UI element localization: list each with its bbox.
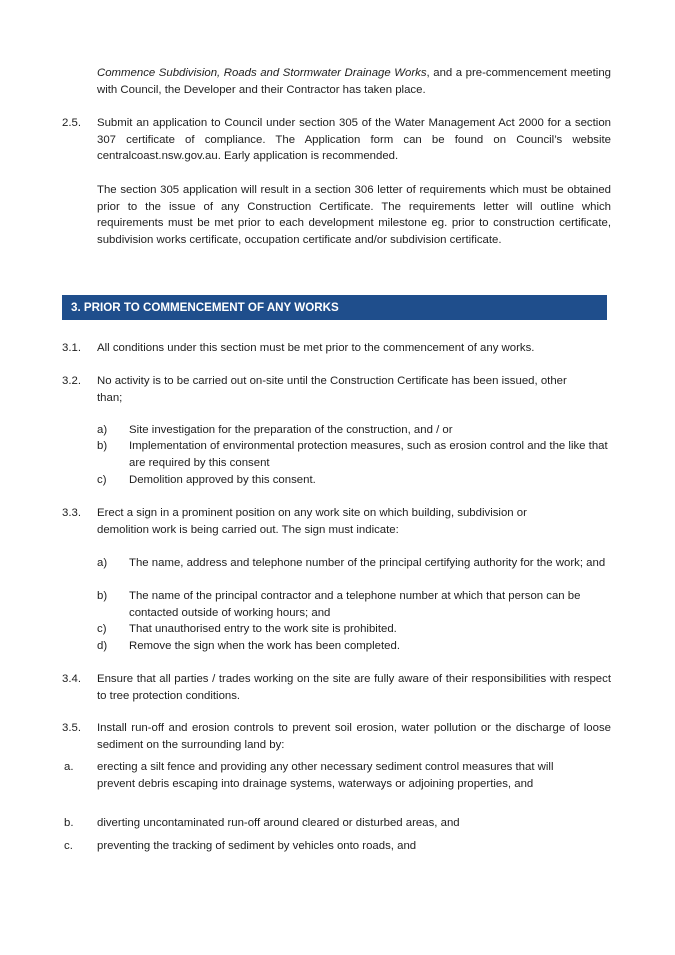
item-3-3-sub-letter: d) <box>97 640 108 652</box>
item-3-2-sub-text: Implementation of environmental protection measures, such as erosion control and the like that are required by this consent <box>129 440 608 469</box>
section-heading-banner: 3. PRIOR TO COMMENCEMENT OF ANY WORKS <box>62 295 607 320</box>
item-3-5-sub-text: diverting uncontaminated run-off around cleared or disturbed areas, and <box>97 817 460 829</box>
item-3-1-text: All conditions under this section must be met prior to the commencement of any works. <box>97 342 535 354</box>
item-number-3-2: 3.2. <box>62 375 81 387</box>
item-number-3-1: 3.1. <box>62 342 81 354</box>
intro-rest-text: , and a pre-commencement meeting with Council, the Developer and their Contractor has taken place. <box>97 67 611 96</box>
item-number-2-5: 2.5. <box>62 117 81 129</box>
item-3-3-sub-letter: a) <box>97 557 108 569</box>
item-3-3-sub-text: Remove the sign when the work has been completed. <box>129 640 401 652</box>
item-3-2-sub-letter: b) <box>97 440 108 452</box>
item-3-5-sub-letter: b. <box>64 817 74 829</box>
item-2-5-paragraph-1: Submit an application to Council under section 305 of the Water Management Act 2000 for a section 307 certificate of compliance. The Application form can be found on Council’s website centralcoast.nsw.gov.au. Early application is recommended. <box>97 117 611 163</box>
item-3-5-sub-letter: a. <box>64 761 74 773</box>
item-3-2-sub-letter: c) <box>97 474 107 486</box>
item-3-5-text: Install run-off and erosion controls to prevent soil erosion, water pollution or the discharge of loose sediment on the surrounding land by: <box>97 722 611 751</box>
item-3-2-sub-text: Demolition approved by this consent. <box>129 474 316 486</box>
item-number-3-3: 3.3. <box>62 507 81 519</box>
item-3-4-text: Ensure that all parties / trades working on the site are fully aware of their responsibilities with respect to tree protection conditions. <box>97 673 611 702</box>
item-3-2-text: No activity is to be carried out on-site until the Construction Certificate has been issued, other than; <box>97 375 567 404</box>
item-3-3-sub-letter: c) <box>97 623 107 635</box>
item-3-3-sub-text: The name of the principal contractor and a telephone number at which that person can be contacted outside of working hours; and <box>129 590 581 619</box>
item-3-2-sub-text: Site investigation for the preparation of the construction, and / or <box>129 424 453 436</box>
item-3-3-sub-text: That unauthorised entry to the work site is prohibited. <box>129 623 397 635</box>
item-3-2-sub-letter: a) <box>97 424 108 436</box>
intro-paragraph <box>97 65 611 98</box>
item-number-3-5: 3.5. <box>62 722 81 734</box>
item-3-3-sub-letter: b) <box>97 590 108 602</box>
item-number-3-4: 3.4. <box>62 673 81 685</box>
item-3-5-sub-text: preventing the tracking of sediment by vehicles onto roads, and <box>97 840 417 852</box>
item-3-5-sub-letter: c. <box>64 840 73 852</box>
intro-italic-text: Commence Subdivision, Roads and Stormwater Drainage Works <box>97 67 427 79</box>
item-2-5-paragraph-2: The section 305 application will result in a section 306 letter of requirements which must be obtained prior to the issue of any Construction Certificate. The requirements letter will outline which requirements must be met prior to each development milestone eg. prior to construction certificate, subdivision works certificate, occupation certificate and/or subdivision certificate. <box>97 184 611 246</box>
item-3-5-sub-text: erecting a silt fence and providing any other necessary sediment control measures that will prevent debris escaping into drainage systems, waterways or adjoining properties, and <box>97 761 554 790</box>
item-3-3-text: Erect a sign in a prominent position on any work site on which building, subdivision or demolition work is being carried out. The sign must indicate: <box>97 507 527 536</box>
item-3-3-sub-text: The name, address and telephone number of the principal certifying authority for the work; and <box>129 557 606 569</box>
